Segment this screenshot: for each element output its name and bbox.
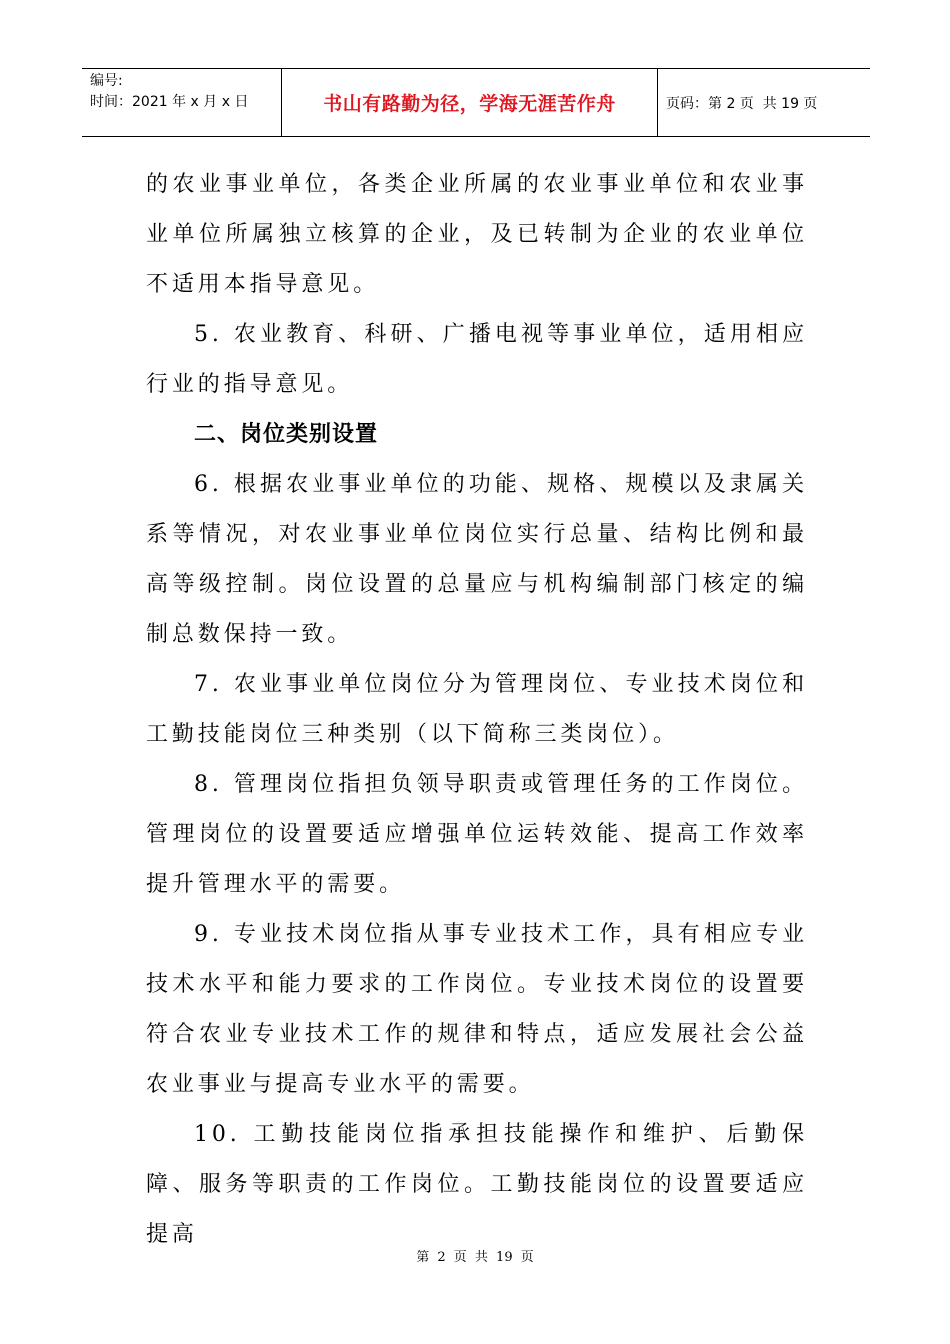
document-body bbox=[146, 160, 808, 1260]
page-footer: 第 2 页 共 19 页 bbox=[416, 1250, 534, 1265]
header-page-info bbox=[658, 69, 870, 136]
section-heading: 二、岗位类别设置 bbox=[194, 422, 379, 447]
paragraph: 的农业事业单位，各类企业所属的农业事业单位和农业事业单位所属独立核算的企业，及已转制为企业的农业单位不适用本指导意见。 bbox=[146, 172, 808, 297]
paragraph: 8. 管理岗位指担负领导职责或管理任务的工作岗位。管理岗位的设置要适应增强单位运转效能、提高工作效率提升管理水平的需要。 bbox=[146, 772, 808, 897]
paragraph: 7. 农业事业单位岗位分为管理岗位、专业技术岗位和工勤技能岗位三种类别（以下简称三类岗位）。 bbox=[146, 672, 808, 747]
paragraph: 5. 农业教育、科研、广播电视等事业单位，适用相应行业的指导意见。 bbox=[146, 322, 808, 397]
page-header bbox=[82, 68, 870, 137]
header-page-label: 页码：第 2 页 共 19 页 bbox=[666, 95, 818, 112]
header-motto: 书山有路勤为径，学海无涯苦作舟 bbox=[282, 69, 658, 136]
header-meta bbox=[82, 69, 282, 136]
document-time-label: 时间：2021 年 x 月 x 日 bbox=[90, 94, 249, 110]
document-number-label: 编号: bbox=[90, 73, 123, 89]
paragraph: 9. 专业技术岗位指从事专业技术工作，具有相应专业技术水平和能力要求的工作岗位。专业技术岗位的设置要符合农业专业技术工作的规律和特点，适应发展社会公益农业事业与提高专业水平的需要。 bbox=[146, 922, 808, 1097]
paragraph: 10. 工勤技能岗位指承担技能操作和维护、后勤保障、服务等职责的工作岗位。工勤技能岗位的设置要适应提高 bbox=[146, 1122, 808, 1247]
paragraph: 6. 根据农业事业单位的功能、规格、规模以及隶属关系等情况，对农业事业单位岗位实行总量、结构比例和最高等级控制。岗位设置的总量应与机构编制部门核定的编制总数保持一致。 bbox=[146, 472, 808, 647]
